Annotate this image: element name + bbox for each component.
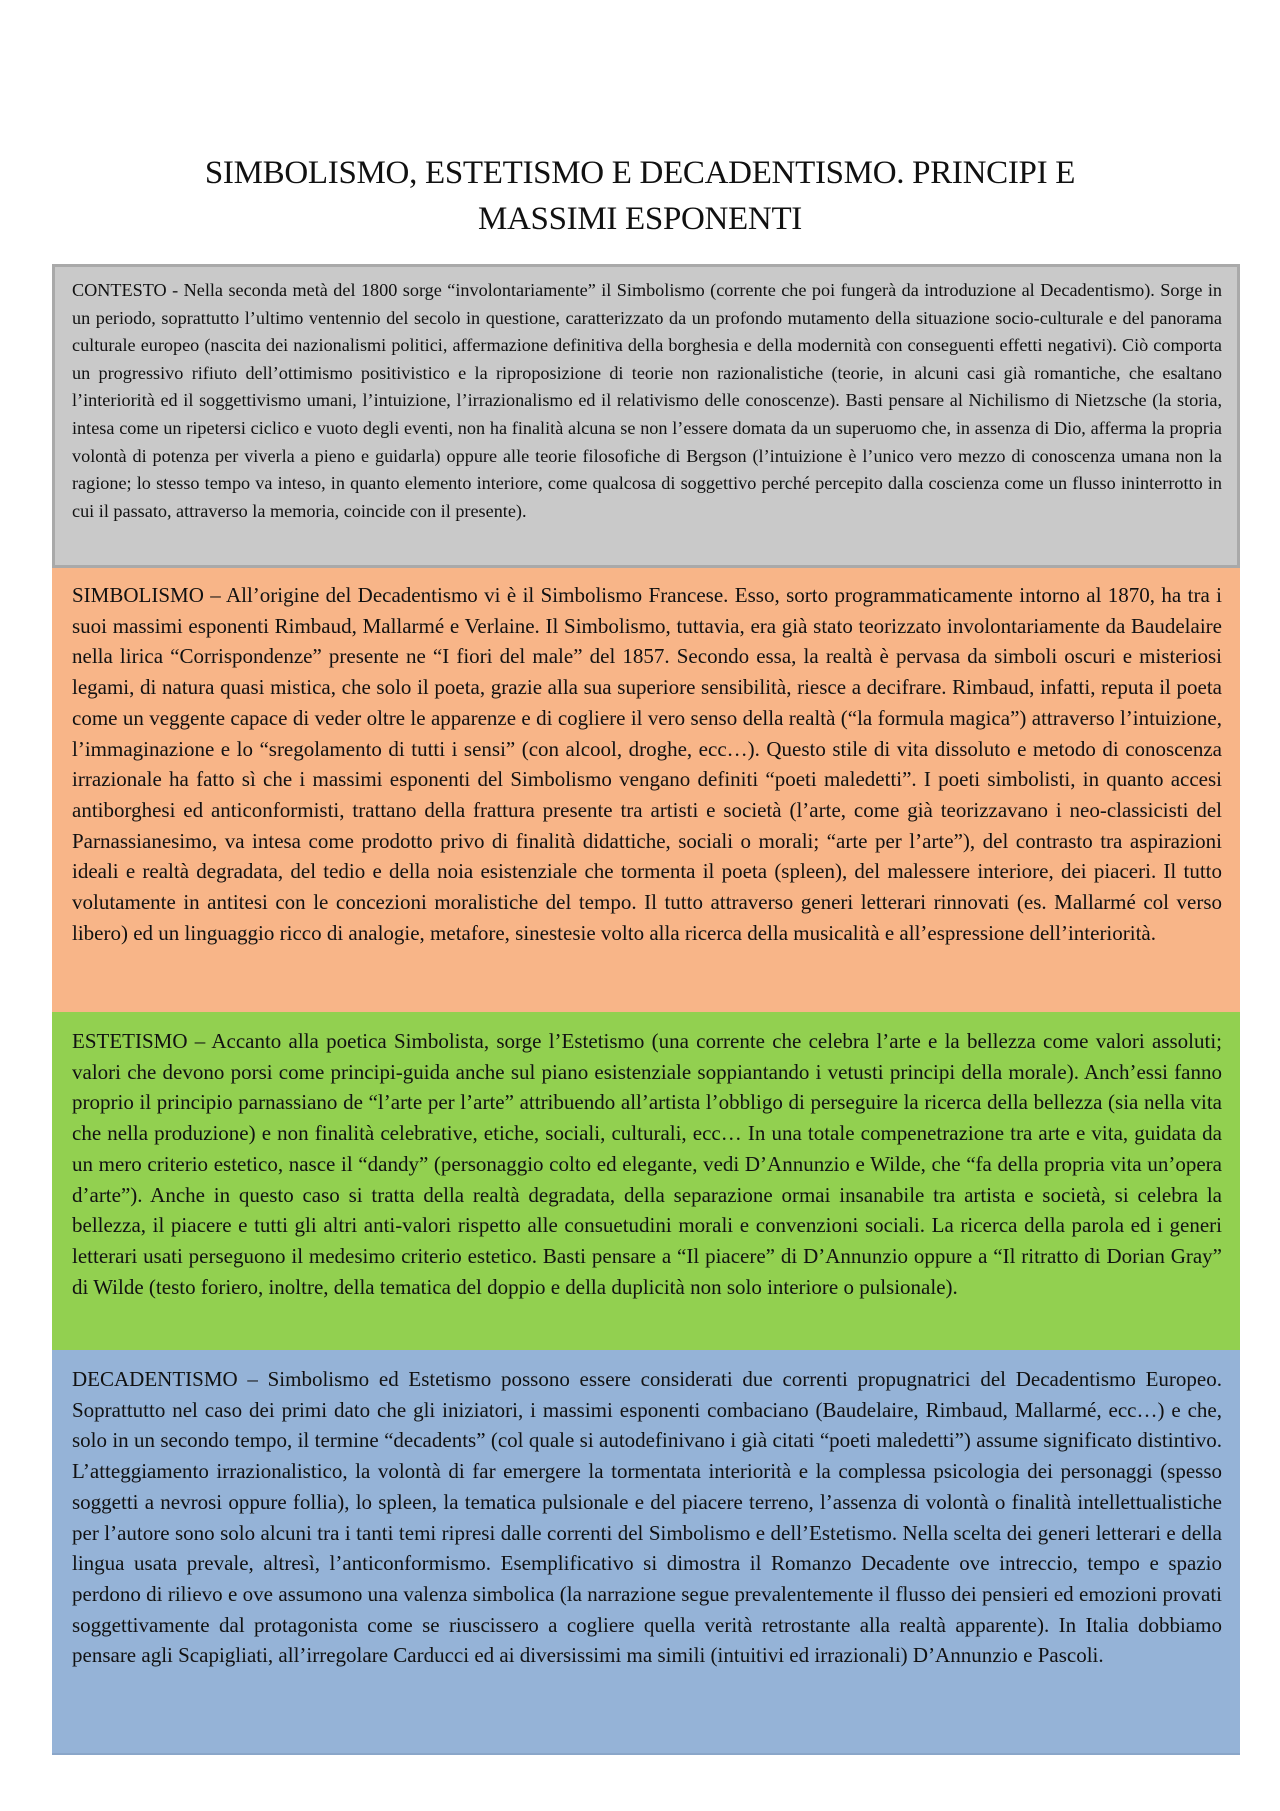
page-title xyxy=(0,150,1280,242)
estetismo-paragraph: ESTETISMO – Accanto alla poetica Simbolista, sorge l’Estetismo (una corrente che celebra l’arte e la bellezza come valori assoluti; valori che devono porsi come principi-guida anche sul piano esistenziale soppiantando i vetusti principi della morale). Anch’essi fanno proprio il principio parnassiano de “l’arte per l’arte” attribuendo all’artista l’obbligo di perseguire la ricerca della bellezza (sia nella vita che nella produzione) e non finalità celebrative, etiche, sociali, culturali, ecc… In una totale compenetrazione tra arte e vita, guidata da un mero criterio estetico, nasce il “dandy” (personaggio colto ed elegante, vedi D’Annunzio e Wilde, che “fa della propria vita un’opera d’arte”). Anche in questo caso si tratta della realtà degradata, della separazione ormai insanabile tra artista e società, si celebra la bellezza, il piacere e tutti gli altri anti-valori rispetto alle consuetudini morali e convenzioni sociali. La ricerca della parola ed i generi letterari usati perseguono il medesimo criterio estetico. Basti pensare a “Il piacere” di D’Annunzio oppure a “Il ritratto di Dorian Gray” di Wilde (testo foriero, inoltre, della tematica del doppio e della duplicità non solo interiore o pulsionale). xyxy=(72,1029,1222,1299)
contesto-paragraph: CONTESTO - Nella seconda metà del 1800 sorge “involontariamente” il Simbolismo (corrente che poi fungerà da introduzione al Decadentismo). Sorge in un periodo, soprattutto l’ultimo ventennio del secolo in questione, caratterizzato da un profondo mutamento della situazione socio-culturale e del panorama culturale europeo (nascita dei nazionalismi politici, affermazione definitiva della borghesia e della modernità con conseguenti effetti negativi). Ciò comporta un progressivo rifiuto dell’ottimismo positivistico e la riproposizione di teorie non razionalistiche (teorie, in alcuni casi già romantiche, che esaltano l’interiorità ed il soggettivismo umani, l’intuizione, l’irrazionalismo ed il relativismo delle conoscenze). Basti pensare al Nichilismo di Nietzsche (la storia, intesa come un ripetersi ciclico e vuoto degli eventi, non ha finalità alcuna se non l’essere domata da un superuomo che, in assenza di Dio, afferma la propria volontà di potenza per viverla a pieno e guidarla) oppure alle teorie filosofiche di Bergson (l’intuizione è l’unico vero mezzo di conoscenza umana non la ragione; lo stesso tempo va inteso, in quanto elemento interiore, come qualcosa di soggettivo perché percepito dalla coscienza come un flusso ininterrotto in cui il passato, attraverso la memoria, coincide con il presente). xyxy=(72,280,1222,521)
decadentismo-paragraph: DECADENTISMO – Simbolismo ed Estetismo possono essere considerati due correnti propugnatrici del Decadentismo Europeo. Soprattutto nel caso dei primi dato che gli iniziatori, i massimi esponenti combaciano (Baudelaire, Rimbaud, Mallarmé, ecc…) e che, solo in un secondo tempo, il termine “decadents” (col quale si autodefinivano i già citati “poeti maledetti”) assume significato distintivo. L’atteggiamento irrazionalistico, la volontà di far emergere la tormentata interiorità e la complessa psicologia dei personaggi (spesso soggetti a nevrosi oppure follia), lo spleen, la tematica pulsionale e del piacere terreno, l’assenza di volontà o finalità intellettualistiche per l’autore sono solo alcuni tra i tanti temi ripresi dalle correnti del Simbolismo e dell’Estetismo. Nella scelta dei generi letterari e della lingua usata prevale, altresì, l’anticonformismo. Esemplificativo si dimostra il Romanzo Decadente ove intreccio, tempo e spazio perdono di rilievo e ove assumono una valenza simbolica (la narrazione segue prevalentemente il flusso dei pensieri ed emozioni provati soggettivamente dal protagonista come se riuscissero a cogliere quella verità retrostante alla realtà apparente). In Italia dobbiamo pensare agli Scapigliati, all’irregolare Carducci ed ai diversissimi ma simili (intuitivi ed irrazionali) D’Annunzio e Pascoli. xyxy=(72,1367,1222,1668)
page-title-line-2: MASSIMI ESPONENTI xyxy=(477,201,802,237)
simbolismo-section xyxy=(52,568,1240,1012)
decadentismo-section xyxy=(52,1350,1240,1755)
page-title-line-1: SIMBOLISMO, ESTETISMO E DECADENTISMO. PRINCIPI E xyxy=(204,155,1076,191)
contesto-section xyxy=(52,264,1240,568)
estetismo-section xyxy=(52,1012,1240,1350)
simbolismo-paragraph: SIMBOLISMO – All’origine del Decadentismo vi è il Simbolismo Francese. Esso, sorto programmaticamente intorno al 1870, ha tra i suoi massimi esponenti Rimbaud, Mallarmé e Verlaine. Il Simbolismo, tuttavia, era già stato teorizzato involontariamente da Baudelaire nella lirica “Corrispondenze” presente ne “I fiori del male” del 1857. Secondo essa, la realtà è pervasa da simboli oscuri e misteriosi legami, di natura quasi mistica, che solo il poeta, grazie alla sua superiore sensibilità, riesce a decifrare. Rimbaud, infatti, reputa il poeta come un veggente capace di veder oltre le apparenze e di cogliere il vero senso della realtà (“la formula magica”) attraverso l’intuizione, l’immaginazione e lo “sregolamento di tutti i sensi” (con alcool, droghe, ecc…). Questo stile di vita dissoluto e metodo di conoscenza irrazionale ha fatto sì che i massimi esponenti del Simbolismo vengano definiti “poeti maledetti”. I poeti simbolisti, in quanto accesi antiborghesi ed anticonformisti, trattano della frattura presente tra artisti e società (l’arte, come già teorizzavano i neo-classicisti del Parnassianesimo, va intesa come prodotto privo di finalità didattiche, sociali o morali; “arte per l’arte”), del contrasto tra aspirazioni ideali e realtà degradata, del tedio e della noia esistenziale che tormenta il poeta (spleen), del malessere interiore, dei piaceri. Il tutto volutamente in antitesi con le concezioni moralistiche del tempo. Il tutto attraverso generi letterari rinnovati (es. Mallarmé col verso libero) ed un linguaggio ricco di analogie, metafore, sinestesie volto alla ricerca della musicalità e all’espressione dell’interiorità. xyxy=(72,583,1222,945)
